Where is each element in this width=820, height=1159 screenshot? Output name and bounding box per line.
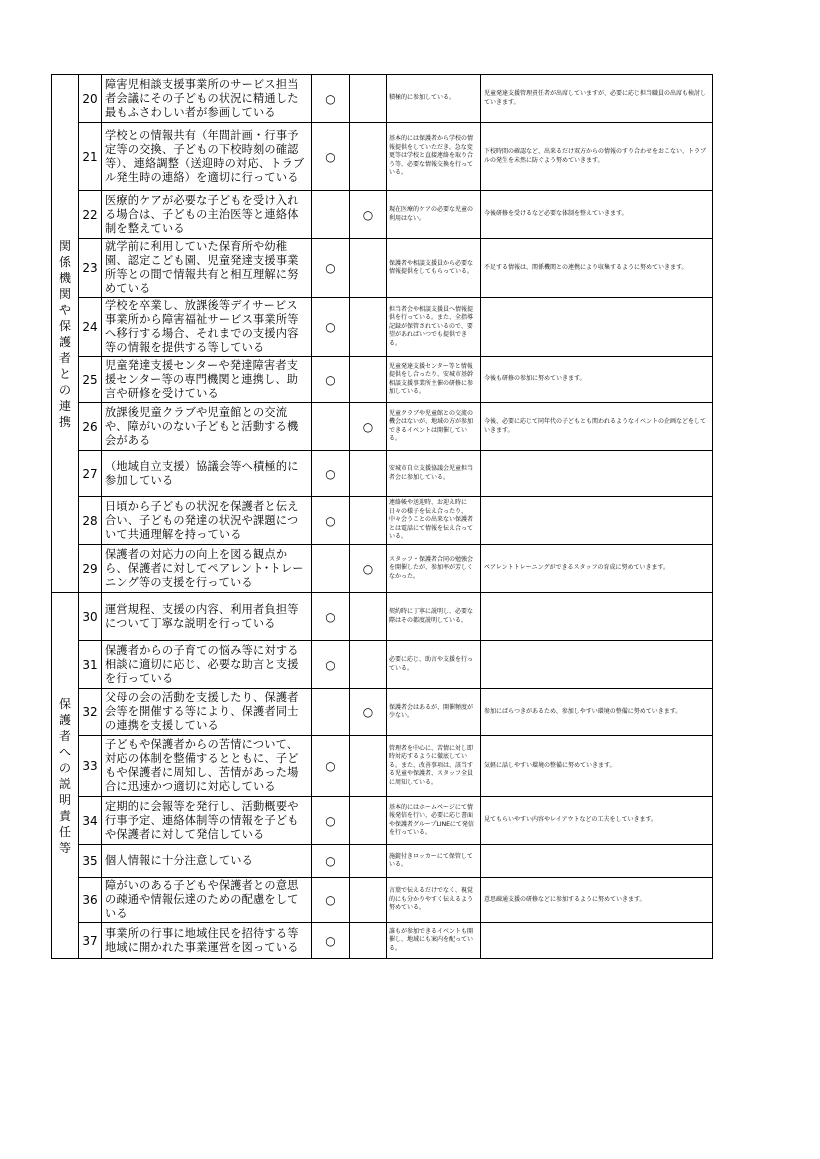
yes-mark xyxy=(312,191,350,239)
table-row xyxy=(52,845,713,878)
status-note: 児童クラブや児童館との交流の機会はないが、地域の方が参加できるイベントは開催している。 xyxy=(387,403,481,451)
table-row xyxy=(52,191,713,239)
item-text: 個人情報に十分注意している xyxy=(102,845,312,878)
item-number: 26 xyxy=(79,403,102,451)
table-row xyxy=(52,451,713,497)
no-mark: ○ xyxy=(350,545,387,593)
improvement-remark: 意思疎通支援の研修などに参加するように努めていきます。 xyxy=(481,878,713,923)
item-text: 児童発達支援センターや発達障害者支援センター等の専門機関と連携し、助言や研修を受けている xyxy=(102,357,312,403)
status-note: 管理者を中心に、苦情に対し即時対応するように徹底している。また、改善事項は、該当する児童や保護者、スタッフ全員に周知している。 xyxy=(387,736,481,797)
no-mark xyxy=(350,736,387,797)
improvement-remark: 今後、必要に応じて同年代の子どもとも関われるようなイベントの企画などをしていきます。 xyxy=(481,403,713,451)
yes-mark: ○ xyxy=(312,298,350,357)
status-note: 担当者会や相談支援員へ情報提供を行っている。また、全指導記録が保管されているので、要望があればいつでも提供できる。 xyxy=(387,298,481,357)
item-number: 21 xyxy=(79,123,102,191)
no-mark xyxy=(350,239,387,298)
item-text: 障害児相談支援事業所のサービス担当者会議にその子どもの状況に精通した最もふさわしい者が参画している xyxy=(102,75,312,123)
yes-mark: ○ xyxy=(312,845,350,878)
no-mark xyxy=(350,878,387,923)
item-number: 36 xyxy=(79,878,102,923)
yes-mark: ○ xyxy=(312,451,350,497)
status-note: 基本的にはホームページにて情報発信を行い、必要に応じ書面や保護者グループLINEにて発信を行っている。 xyxy=(387,797,481,845)
yes-mark xyxy=(312,545,350,593)
item-text: 父母の会の活動を支援したり、保護者会等を開催する等により、保護者同士の連携を支援している xyxy=(102,689,312,736)
item-text: 日頃から子どもの状況を保護者と伝え合い、子どもの発達の状況や課題について共通理解を持っている xyxy=(102,497,312,545)
improvement-remark: 下校時間の確認など、出来るだけ双方からの情報のすり合わせをおこない、トラブルの発生を未然に防ぐよう努めていきます。 xyxy=(481,123,713,191)
no-mark xyxy=(350,298,387,357)
improvement-remark: 不足する情報は、関係機関との連携により収集するように努めていきます。 xyxy=(481,239,713,298)
no-mark: ○ xyxy=(350,689,387,736)
status-note: 保護者会はあるが、開催頻度が少ない。 xyxy=(387,689,481,736)
item-text: （地域自立支援）協議会等へ積極的に参加している xyxy=(102,451,312,497)
item-number: 32 xyxy=(79,689,102,736)
yes-mark: ○ xyxy=(312,239,350,298)
yes-mark: ○ xyxy=(312,357,350,403)
item-number: 25 xyxy=(79,357,102,403)
table-row xyxy=(52,736,713,797)
improvement-remark xyxy=(481,641,713,689)
no-mark: ○ xyxy=(350,403,387,451)
item-text: 事業所の行事に地域住民を招待する等地域に開かれた事業運営を図っている xyxy=(102,923,312,959)
category-label: 関 係 機 関 や 保 護 者 と の 連 携 xyxy=(58,238,71,429)
status-note: スタッフ・保護者合同の勉強会を開催したが、参加率が芳しくなかった。 xyxy=(387,545,481,593)
table-row xyxy=(52,878,713,923)
improvement-remark xyxy=(481,923,713,959)
table-row xyxy=(52,923,713,959)
no-mark xyxy=(350,593,387,641)
item-text: 保護者からの子育ての悩み等に対する相談に適切に応じ、必要な助言と支援を行っている xyxy=(102,641,312,689)
table-row xyxy=(52,797,713,845)
improvement-remark xyxy=(481,298,713,357)
improvement-remark: ペアレントトレーニングができるスタッフの育成に努めていきます。 xyxy=(481,545,713,593)
status-note: 基本的には保護者から学校の情報提供をしていただき、急な変更等は学校と直接連絡を取り合う等、必要な情報交換を行っている。 xyxy=(387,123,481,191)
item-text: 就学前に利用していた保育所や幼稚園、認定こども園、児童発達支援事業所等との間で情報共有と相互理解に努めている xyxy=(102,239,312,298)
item-number: 35 xyxy=(79,845,102,878)
improvement-remark: 参加にばらつきがあるため、参加しやすい環境の整備に努めていきます。 xyxy=(481,689,713,736)
no-mark xyxy=(350,797,387,845)
no-mark xyxy=(350,75,387,123)
yes-mark: ○ xyxy=(312,497,350,545)
no-mark xyxy=(350,923,387,959)
yes-mark: ○ xyxy=(312,75,350,123)
yes-mark: ○ xyxy=(312,797,350,845)
no-mark xyxy=(350,357,387,403)
item-text: 障がいのある子どもや保護者との意思の疎通や情報伝達のための配慮をしている xyxy=(102,878,312,923)
improvement-remark xyxy=(481,593,713,641)
item-text: 定期的に会報等を発行し、活動概要や行事予定、連絡体制等の情報を子どもや保護者に対して発信している xyxy=(102,797,312,845)
table-row xyxy=(52,593,713,641)
yes-mark xyxy=(312,403,350,451)
improvement-remark: 気軽に話しやすい環境の整備に努めていきます。 xyxy=(481,736,713,797)
status-note: 誰もが参加できるイベントも開催し、地域にも案内を配っている。 xyxy=(387,923,481,959)
status-note: 契約時に丁寧に説明し、必要な際はその都度説明している。 xyxy=(387,593,481,641)
yes-mark: ○ xyxy=(312,736,350,797)
yes-mark: ○ xyxy=(312,593,350,641)
status-note: 必要に応じ、助言や支援を行っている。 xyxy=(387,641,481,689)
item-number: 23 xyxy=(79,239,102,298)
item-text: 学校を卒業し、放課後等デイサービス事業所から障害福祉サービス事業所等へ移行する場合、それまでの支援内容等の情報を提供する等している xyxy=(102,298,312,357)
item-number: 34 xyxy=(79,797,102,845)
status-note: 保護者や相談支援員から必要な情報提供をしてもらっている。 xyxy=(387,239,481,298)
evaluation-table xyxy=(51,74,713,959)
improvement-remark: 見てもらいやすい内容やレイアウトなどの工夫をしていきます。 xyxy=(481,797,713,845)
improvement-remark: 今後も研修の参加に努めていきます。 xyxy=(481,357,713,403)
yes-mark: ○ xyxy=(312,878,350,923)
item-number: 22 xyxy=(79,191,102,239)
table-row xyxy=(52,497,713,545)
yes-mark xyxy=(312,689,350,736)
item-number: 33 xyxy=(79,736,102,797)
improvement-remark: 今後研修を受けるなど必要な体制を整えていきます。 xyxy=(481,191,713,239)
table-row xyxy=(52,357,713,403)
status-note: 現在医療的ケアの必要な児童の利用はない。 xyxy=(387,191,481,239)
table-row xyxy=(52,403,713,451)
improvement-remark xyxy=(481,497,713,545)
status-note: 安城市自立支援協議会児童担当者会に参加している。 xyxy=(387,451,481,497)
item-number: 31 xyxy=(79,641,102,689)
no-mark xyxy=(350,497,387,545)
item-text: 医療的ケアが必要な子どもを受け入れる場合は、子どもの主治医等と連絡体制を整えている xyxy=(102,191,312,239)
table-row xyxy=(52,298,713,357)
status-note: 積極的に参加している。 xyxy=(387,75,481,123)
item-number: 27 xyxy=(79,451,102,497)
table-row xyxy=(52,689,713,736)
item-text: 運営規程、支援の内容、利用者負担等について丁寧な説明を行っている xyxy=(102,593,312,641)
item-number: 20 xyxy=(79,75,102,123)
status-note: 連絡帳や送迎時、お迎え時に日々の様子を伝え合ったり、中々会うことの出来ない保護者とは電話にて情報を伝え合っている。 xyxy=(387,497,481,545)
item-number: 30 xyxy=(79,593,102,641)
yes-mark: ○ xyxy=(312,641,350,689)
no-mark xyxy=(350,451,387,497)
item-number: 28 xyxy=(79,497,102,545)
no-mark: ○ xyxy=(350,191,387,239)
table-row xyxy=(52,123,713,191)
no-mark xyxy=(350,123,387,191)
no-mark xyxy=(350,845,387,878)
status-note: 言葉で伝えるだけでなく、視覚的にも分かりやすく伝えるよう努めている。 xyxy=(387,878,481,923)
yes-mark: ○ xyxy=(312,123,350,191)
category-cell xyxy=(52,75,79,593)
category-label: 保 護 者 へ の 説 明 責 任 等 xyxy=(58,696,71,855)
item-text: 放課後児童クラブや児童館との交流や、障がいのない子どもと活動する機会がある xyxy=(102,403,312,451)
no-mark xyxy=(350,641,387,689)
item-text: 保護者の対応力の向上を図る観点から、保護者に対してペアレント･トレーニング等の支援を行っている xyxy=(102,545,312,593)
table-row xyxy=(52,239,713,298)
table-row xyxy=(52,641,713,689)
improvement-remark: 児童発達支援管理責任者が出席していますが、必要に応じ担当職員の出席も検討していきます。 xyxy=(481,75,713,123)
improvement-remark xyxy=(481,451,713,497)
status-note: 施錠付きロッカーにて保管している。 xyxy=(387,845,481,878)
status-note: 児童発達支援センター等と情報提供をし合ったり、安城市基幹相談支援事業所主催の研修に参加している。 xyxy=(387,357,481,403)
item-number: 24 xyxy=(79,298,102,357)
yes-mark: ○ xyxy=(312,923,350,959)
item-number: 29 xyxy=(79,545,102,593)
item-number: 37 xyxy=(79,923,102,959)
table-row xyxy=(52,75,713,123)
item-text: 学校との情報共有（年間計画・行事予定等の交換、子どもの下校時刻の確認等）、連絡調整（送迎時の対応、トラブル発生時の連絡）を適切に行っている xyxy=(102,123,312,191)
table-row xyxy=(52,545,713,593)
item-text: 子どもや保護者からの苦情について、対応の体制を整備するとともに、子どもや保護者に周知し、苦情があった場合に迅速かつ適切に対応している xyxy=(102,736,312,797)
improvement-remark xyxy=(481,845,713,878)
category-cell xyxy=(52,593,79,959)
